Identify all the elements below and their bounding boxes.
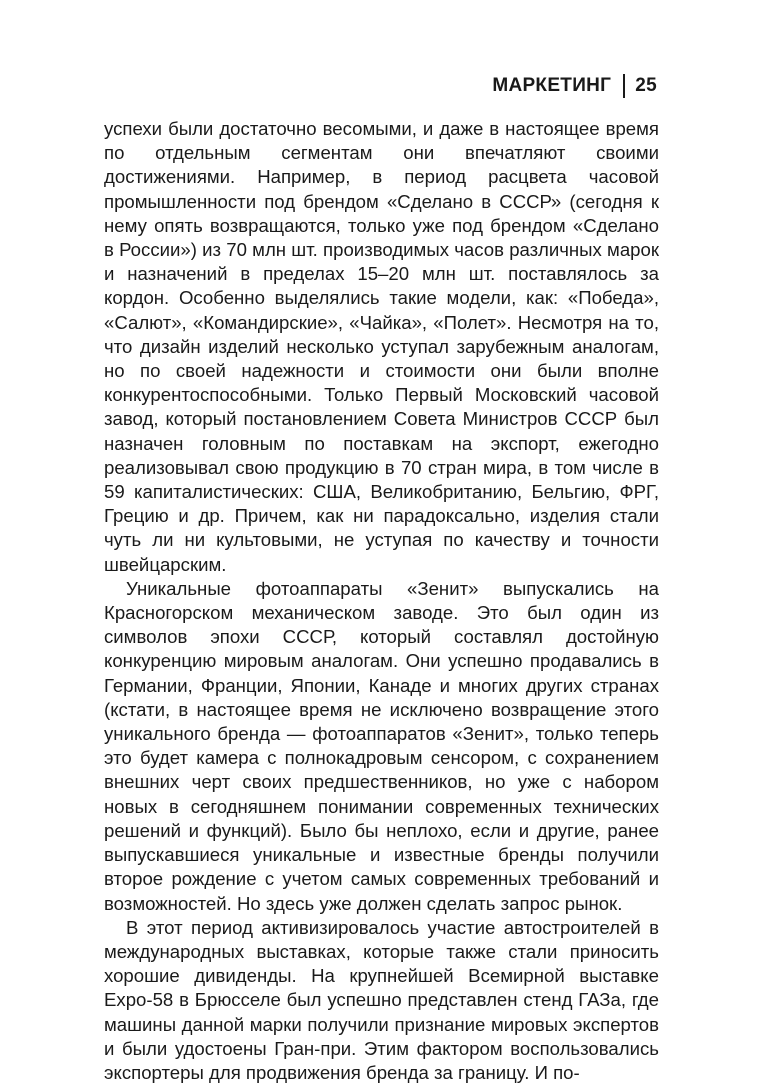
section-title: МАРКЕТИНГ <box>492 75 612 96</box>
paragraph-1: успехи были достаточно весомыми, и даже в настоящее время по отдельным сегментам они впечатляют своими достижениями. Например, в период расцвета часовой промышленности под брендом «Сделано в СССР» (сегодня к нему опять возвращаются, только уже под брендом «Сделано в России») из 70 млн шт. производимых часов различных марок и назначений в пределах 15–20 млн шт. поставлялось за кордон. Особенно выделялись такие модели, как: «Победа», «Салют», «Командирские», «Чайка», «Полет». Несмотря на то, что дизайн изделий несколько уступал зарубежным аналогам, но по своей надежности и стоимости они были вполне конкурентоспособными. Только Первый Московский часовой завод, который постановлением Совета Министров СССР был назначен головным по поставкам на экспорт, ежегодно реализовывал свою продукцию в 70 стран мира, в том числе в 59 капиталистических: США, Великобританию, Бельгию, ФРГ, Грецию и др. Причем, как ни парадоксально, изделия стали чуть ли ни культовыми, не уступая по качеству и точности швейцарским. <box>104 118 659 575</box>
paragraph-3: В этот период активизировалось участие автостроителей в международных выставках, которые также стали приносить хорошие дивиденды. На крупнейшей Всемирной выставке Expo-58 в Брюсселе был успешно представлен стенд ГАЗа, где машины данной марки получили признание мировых экспертов и были удостоены Гран-при. Этим фактором воспользовались экспортеры для продвижения бренда за границу. И по- <box>104 916 659 1083</box>
running-header <box>492 74 657 98</box>
header-separator <box>623 74 625 98</box>
paragraph-2: Уникальные фотоаппараты «Зенит» выпускались на Красногорском механическом заводе. Это был один из символов эпохи СССР, который составлял достойную конкуренцию мировым аналогам. Они успешно продавались в Германии, Франции, Японии, Канаде и многих других странах (кстати, в настоящее время не исключено возвращение этого уникального бренда — фотоаппаратов «Зенит», только теперь это будет камера с полнокадровым сенсором, с сохранением внешних черт своих предшественников, но уже с набором новых в сегодняшнем понимании современных технических решений и функций). Было бы неплохо, если и другие, ранее выпускавшиеся уникальные и известные бренды получили второе рождение с учетом самых современных требований и возможностей. Но здесь уже должен сделать запрос рынок. <box>104 577 659 914</box>
page-body <box>104 117 659 1085</box>
page-number: 25 <box>635 75 657 96</box>
